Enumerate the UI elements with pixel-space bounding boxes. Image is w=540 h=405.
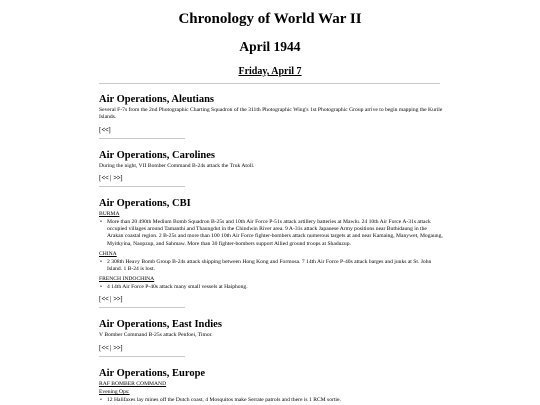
page-title: Chronology of World War II	[178, 11, 362, 27]
subsection-french-indochina: FRENCH INDOCHINA	[99, 276, 155, 283]
nav-separator: |	[110, 295, 112, 304]
nav-carolines	[99, 174, 444, 183]
section-east-indies	[99, 319, 444, 356]
nav-cbi	[99, 295, 444, 304]
subsection-china: CHINA	[99, 251, 117, 258]
section-aleutians	[99, 94, 444, 139]
list-item-french-indochina: • 4 14th Air Force P-40s attack many small vessels at Haiphong.	[99, 284, 444, 291]
section-divider	[99, 138, 185, 139]
subsection-raf-bomber-command: RAF BOMBER COMMAND	[99, 380, 167, 387]
nav-bracket-right: ]	[108, 125, 111, 134]
nav-separator: |	[110, 343, 112, 352]
prev-link[interactable]: <<	[101, 125, 109, 134]
nav-separator: |	[110, 174, 112, 183]
nav-bracket-right: ]	[120, 343, 123, 352]
date-heading: Friday, April 7	[238, 66, 302, 77]
list-item-china: • 2 308th Heavy Bomb Group B-24s attack shipping between Hong Kong and Formosa. 7 14th Air Force P-40s attack barges and junks at St. John Island. 1 B-24 is lost.	[99, 259, 444, 274]
nav-bracket-left: [	[99, 343, 102, 352]
section-cbi	[99, 198, 444, 308]
section-title-europe: Air Operations, Europe	[99, 367, 206, 379]
subsection-burma: BURMA	[99, 211, 120, 218]
next-link[interactable]: >>	[113, 295, 121, 304]
nav-east-indies	[99, 344, 444, 353]
nav-bracket-left: [	[99, 174, 102, 183]
section-divider	[99, 186, 185, 187]
section-divider	[99, 307, 185, 308]
section-europe	[99, 368, 444, 404]
list-item-burma: • More than 20 490th Medium Bomb Squadron B-25s and 10th Air Force P-51s attack artillery batteries at Mawlu. 24 10th Air Force A-31s attack occupied villages around Tamanthi and Thaungdut in the Chindwin River area. 9 A-31s attack Japanese Army positions near Buthidaung in the Arakan coastal region. 2 B-25s and more than 100 10th Air Force fighter-bombers attack numerous targets at and near Kamaing, Manywet, Mogaung, Myitkyina, Naopzup, and Sahmaw. More than 30 fighter-bombers support Allied ground troops at Shaduzup.	[99, 219, 444, 249]
subsection-evening-ops: Evening Ops:	[99, 389, 130, 396]
section-title-aleutians: Air Operations, Aleutians	[99, 94, 215, 105]
section-title-carolines: Air Operations, Carolines	[99, 149, 215, 161]
nav-bracket-right: ]	[120, 295, 123, 304]
next-link[interactable]: >>	[113, 343, 121, 352]
section-title-cbi: Air Operations, CBI	[99, 198, 191, 210]
prev-link[interactable]: <<	[101, 295, 109, 304]
nav-bracket-right: ]	[120, 174, 123, 183]
section-text-east-indies: V Bomber Command B-25s attack Penfoei, Timor.	[99, 332, 213, 339]
prev-link[interactable]: <<	[101, 174, 109, 183]
month-heading: April 1944	[239, 39, 301, 54]
nav-aleutians	[99, 126, 444, 135]
prev-link[interactable]: <<	[101, 343, 109, 352]
nav-bracket-left: [	[99, 125, 102, 134]
section-title-east-indies: Air Operations, East Indies	[99, 319, 222, 331]
header-divider	[99, 83, 440, 84]
section-text-aleutians: Several F-7s from the 2nd Photographic Charting Squadron of the 311th Photographic Wing's 1st Photographic Group arrive to begin mapping the Kurile Islands.	[99, 107, 443, 121]
next-link[interactable]: >>	[113, 174, 121, 183]
section-text-carolines: During the night, VII Bomber Command B-24s attack the Truk Atoll.	[99, 162, 255, 169]
section-carolines	[99, 150, 444, 187]
section-divider	[99, 356, 185, 357]
list-item-evening-ops: • 12 Halifaxes lay mines off the Dutch coast, 4 Mosquitos make Serrate patrols and there is 1 RCM sortie.	[99, 397, 444, 404]
nav-bracket-left: [	[99, 295, 102, 304]
